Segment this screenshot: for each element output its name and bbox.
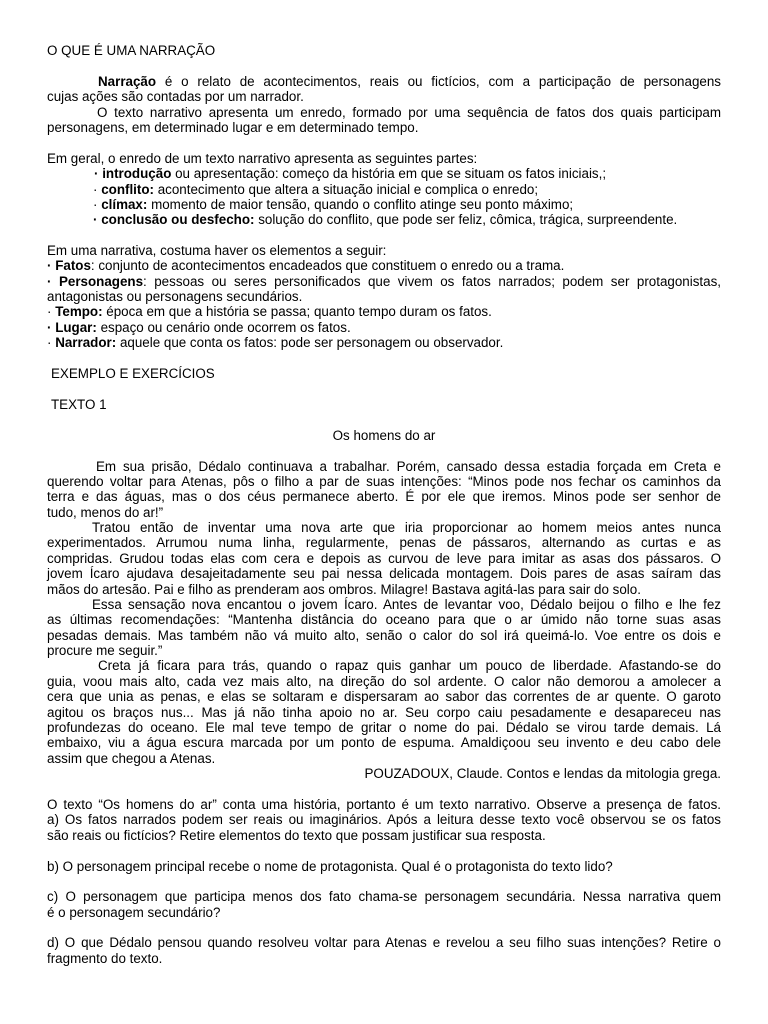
element-term: Lugar: bbox=[55, 320, 97, 335]
element-term: Fatos bbox=[55, 258, 91, 273]
element-term: Narrador: bbox=[55, 335, 117, 350]
element-text: aquele que conta os fatos: pode ser personagem ou observador. bbox=[116, 335, 504, 350]
section-heading: EXEMPLO E EXERCÍCIOS bbox=[51, 366, 215, 381]
story-line: Creta já ficara para trás, quando o rapaz quis ganhar um pouco de liberdade. Afastando-se do bbox=[98, 658, 721, 673]
story-line: pesadas demais. Mas também não vá muito alto, senão o calor do sol irá queimá-lo. Voe entre os dois e bbox=[47, 628, 721, 643]
intro-line-1 bbox=[98, 74, 721, 90]
elements-heading: Em uma narrativa, costuma haver os elementos a seguir: bbox=[47, 243, 387, 258]
part-item-conflito bbox=[93, 182, 538, 198]
bullet: · bbox=[47, 274, 59, 289]
story-line: compridas. Grudou todas elas com cera e depois as curvou de leve para imitar as asas dos pássaros. O bbox=[47, 551, 721, 566]
part-text: momento de maior tensão, quando o conflito atinge seu ponto máximo; bbox=[147, 197, 574, 212]
exercise-b: b) O personagem principal recebe o nome de protagonista. Qual é o protagonista do texto lido? bbox=[47, 859, 613, 874]
element-text: época em que a história se passa; quanto tempo duram os fatos. bbox=[102, 304, 492, 319]
bullet: · bbox=[93, 212, 102, 227]
intro-line-2: cujas ações são contadas por um narrador. bbox=[47, 89, 304, 104]
part-term: conclusão ou desfecho: bbox=[101, 212, 255, 227]
story-line: Tratou então de inventar uma nova arte que iria proporcionar ao homem meios antes nunca bbox=[92, 520, 721, 535]
story-line: querendo voltar para Atenas, pôs o filho a par de suas intenções: “Minos pode nos fechar os caminhos da bbox=[47, 474, 721, 489]
part-term: introdução bbox=[102, 166, 172, 181]
part-item-introducao bbox=[94, 166, 606, 182]
intro-line-3: O texto narrativo apresenta um enredo, formado por uma sequência de fatos dos quais participam bbox=[97, 105, 721, 120]
exercise-d-line-2: fragmento do texto. bbox=[47, 951, 163, 966]
exercise-a-line-1: a) Os fatos narrados podem ser reais ou imaginários. Após a leitura desse texto você observou se os fatos bbox=[47, 812, 721, 827]
bullet: · bbox=[47, 304, 56, 319]
part-text: acontecimento que altera a situação inicial e complica o enredo; bbox=[154, 182, 539, 197]
story-line: mãos do artesão. Pai e filho as prenderam aos ombros. Milagre! Bastava agitá-las para sair do solo. bbox=[47, 582, 641, 597]
story-line: terra e das águas, mas o dos céus permanece aberto. É por ele que iremos. Minos pode ser senhor de bbox=[47, 489, 721, 504]
element-text: espaço ou cenário onde ocorrem os fatos. bbox=[96, 320, 351, 335]
exercise-d-line-1: d) O que Dédalo pensou quando resolveu voltar para Atenas e revelou a seu filho suas intenções? Retire o bbox=[47, 935, 721, 950]
exercise-a-line-2: são reais ou fictícios? Retire elementos do texto que possam justificar sua resposta. bbox=[47, 828, 546, 843]
story-line: agitou os braços nus... Mas já não tinha apoio no ar. Seu corpo caiu pesadamente e desapareceu nas bbox=[47, 705, 721, 720]
bullet: · bbox=[93, 182, 102, 197]
element-term: Tempo: bbox=[55, 304, 103, 319]
story-title: Os homens do ar bbox=[332, 428, 436, 443]
story-line: embaixo, viu a água escura marcada por um ponto de espuma. Amaldiçoou seu invento e deu cabo dele bbox=[47, 735, 721, 750]
part-text: ou apresentação: começo da história em que se situam os fatos iniciais,; bbox=[171, 166, 607, 181]
element-term: Personagens bbox=[58, 274, 144, 289]
part-term: clímax: bbox=[101, 197, 148, 212]
element-text: : pessoas ou seres personificados que vivem os fatos narrados; podem ser protagonistas, bbox=[143, 274, 721, 289]
bullet: · bbox=[47, 320, 56, 335]
exercise-c-line-2: é o personagem secundário? bbox=[47, 905, 221, 920]
story-line: experimentados. Arrumou numa linha, regularmente, penas de pássaros, alternando as curtas e as bbox=[47, 535, 721, 550]
element-tempo bbox=[47, 304, 492, 320]
narracao-term: Narração bbox=[98, 74, 157, 89]
intro-line-1-text: é o relato de acontecimentos, reais ou fictícios, com a participação de personagens bbox=[156, 74, 721, 89]
bullet: · bbox=[93, 197, 102, 212]
part-term: conflito: bbox=[101, 182, 154, 197]
story-line: Essa sensação nova encantou o jovem Ícaro. Antes de levantar voo, Dédalo beijou o filho e lhe fez bbox=[92, 597, 721, 612]
element-personagens bbox=[47, 274, 721, 290]
story-line: cera que unia as penas, e elas se soltaram e dispersaram ao sabor das correntes de ar quente. O garoto bbox=[47, 689, 721, 704]
element-lugar bbox=[47, 320, 351, 336]
element-text: : conjunto de acontecimentos encadeados que constituem o enredo ou a trama. bbox=[90, 258, 565, 273]
story-line: guia, voou mais alto, cada vez mais alto, na direção do sol ardente. O calor não demorou a amolecer a bbox=[47, 674, 721, 689]
intro-line-4: personagens, em determinado lugar e em determinado tempo. bbox=[47, 120, 419, 135]
bullet: · bbox=[47, 335, 56, 350]
part-text: solução do conflito, que pode ser feliz, cômica, trágica, surpreendente. bbox=[254, 212, 678, 227]
texto-label: TEXTO 1 bbox=[51, 397, 107, 412]
bullet: · bbox=[47, 258, 56, 273]
story-line: Em sua prisão, Dédalo continuava a trabalhar. Porém, cansado dessa estadia forçada em Creta e bbox=[96, 459, 721, 474]
exercise-c-line-1: c) O personagem que participa menos dos fato chama-se personagem secundária. Nessa narrativa quem bbox=[47, 889, 721, 904]
exercise-intro: O texto “Os homens do ar” conta uma história, portanto é um texto narrativo. Observe a presença de fatos. bbox=[47, 797, 721, 812]
part-item-conclusao bbox=[93, 212, 677, 228]
document-title: O QUE É UMA NARRAÇÃO bbox=[47, 43, 216, 58]
story-line: profundezas do oceano. Ele mal teve tempo de gritar o nome do pai. Dédalo se virou tarde demais. Lá bbox=[47, 720, 721, 735]
element-fatos bbox=[47, 258, 564, 274]
element-narrador bbox=[47, 335, 503, 351]
story-line: tudo, menos do ar!” bbox=[47, 505, 164, 520]
bullet: · bbox=[94, 166, 103, 181]
story-source: POUZADOUX, Claude. Contos e lendas da mitologia grega. bbox=[364, 766, 721, 781]
part-item-climax bbox=[93, 197, 573, 213]
story-line: procure me seguir.” bbox=[47, 643, 163, 658]
story-line: jovem Ícaro ajudava desajeitadamente seu pai nessa delicada montagem. Dois pares de asas saíram das bbox=[47, 566, 721, 581]
story-line: assim que chegou a Atenas. bbox=[47, 751, 216, 766]
element-personagens-cont: antagonistas ou personagens secundários. bbox=[47, 289, 303, 304]
parts-heading: Em geral, o enredo de um texto narrativo apresenta as seguintes partes: bbox=[47, 151, 478, 166]
story-line: as últimas recomendações: “Mantenha distância do oceano para que o ar úmido não torne suas asas bbox=[47, 612, 721, 627]
